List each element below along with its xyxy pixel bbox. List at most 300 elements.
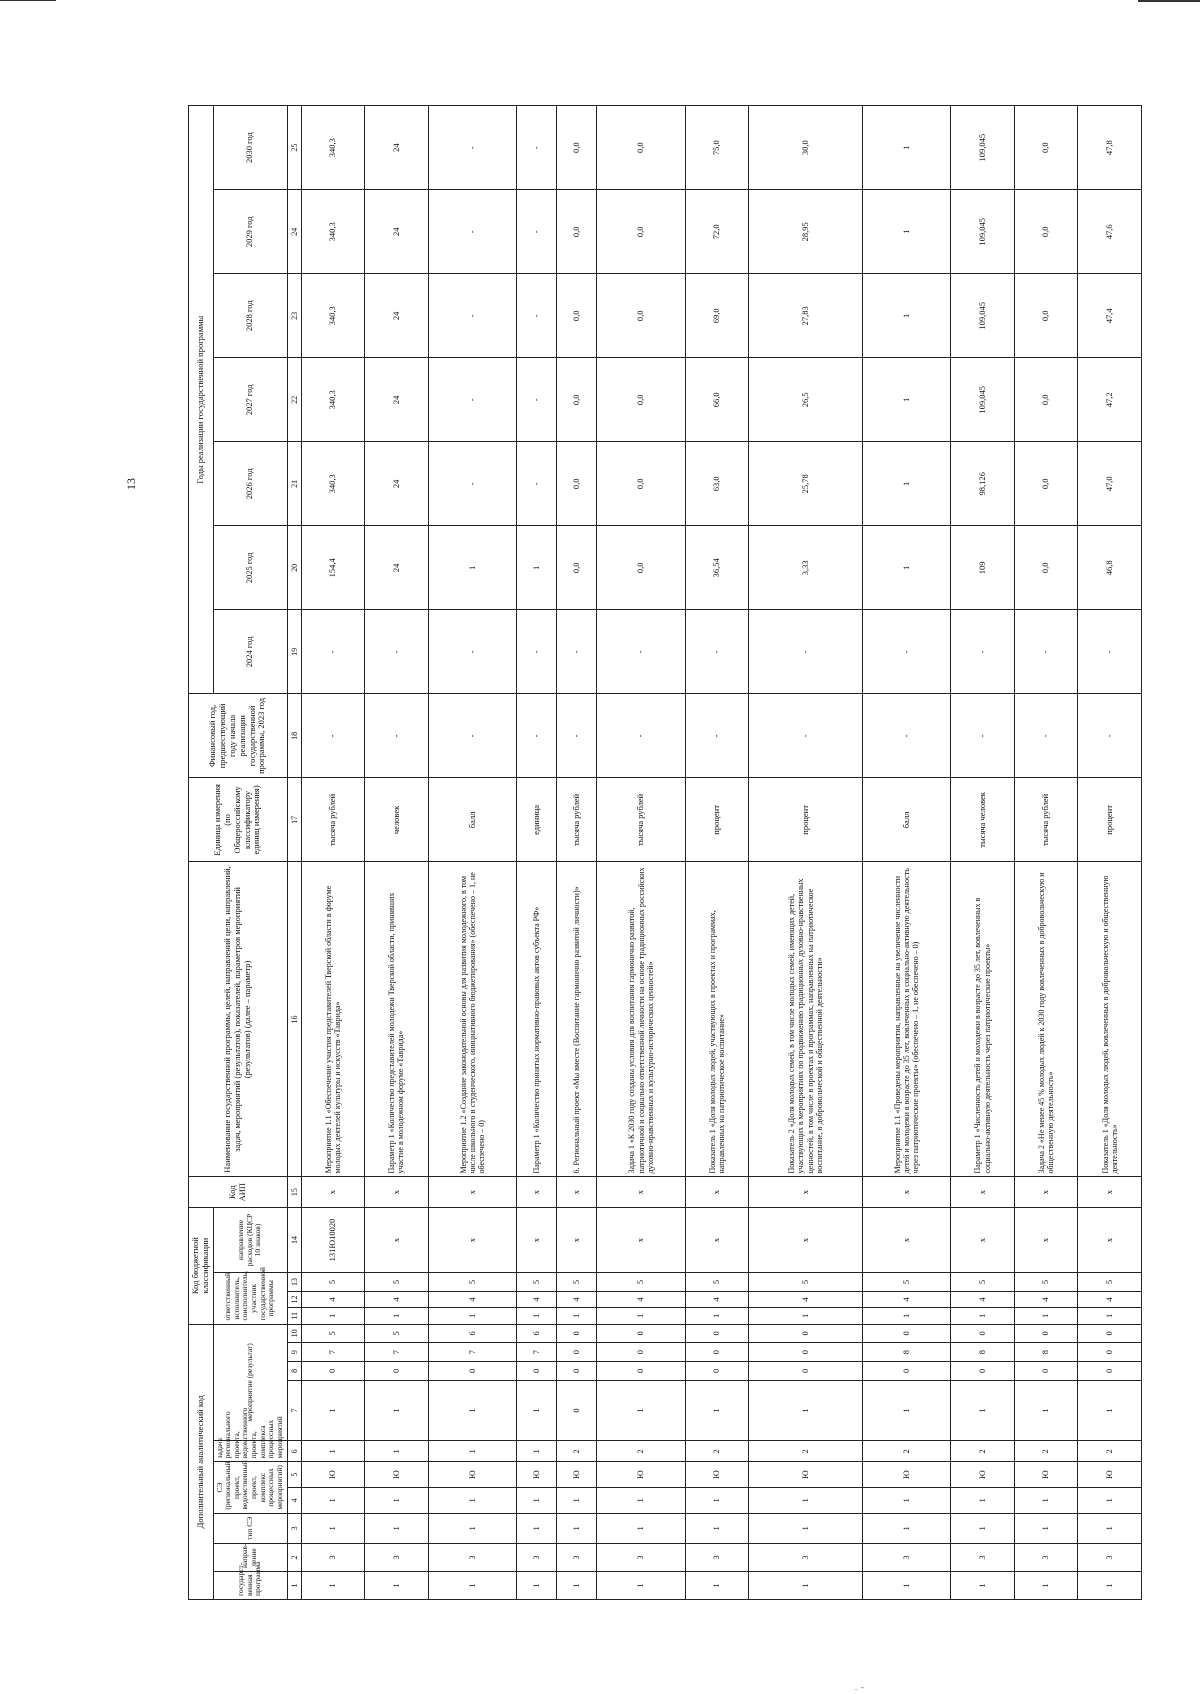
year-value: - (428, 274, 516, 358)
code-cell: 3 (365, 1544, 429, 1572)
code-cell: 1 (951, 1572, 1015, 1600)
code-cell: 1 (301, 1572, 365, 1600)
column-number: 24 (287, 190, 301, 274)
code-cell: 1 (1078, 1572, 1142, 1600)
year-value: - (301, 610, 365, 694)
code-cell: 4 (557, 1291, 597, 1307)
code-cell: х (749, 1177, 862, 1207)
row-base-year: - (557, 694, 597, 778)
table-row (597, 106, 685, 1600)
code-cell: 5 (301, 1324, 365, 1343)
row-unit: тысяча рублей (301, 778, 365, 862)
code-cell: Ю (1078, 1462, 1142, 1488)
code-cell: 2 (557, 1441, 597, 1462)
code-cell: 1 (365, 1513, 429, 1543)
code-cell: Ю (597, 1462, 685, 1488)
code-cell: 1 (1014, 1572, 1078, 1600)
header-gos-prog: государст-венная программа (213, 1572, 287, 1600)
column-number: 4 (287, 1488, 301, 1514)
row-base-year: - (951, 694, 1015, 778)
code-cell: х (862, 1207, 950, 1272)
year-value: 24 (365, 526, 429, 610)
year-value: 0,0 (1014, 526, 1078, 610)
year-value: 47,4 (1078, 274, 1142, 358)
code-cell: 1 (517, 1308, 557, 1324)
column-number: 20 (287, 526, 301, 610)
code-cell: х (428, 1207, 516, 1272)
table-row (1078, 106, 1142, 1600)
row-unit: единица (517, 778, 557, 862)
row-base-year: - (685, 694, 749, 778)
header-additional-code: Дополнительный аналитический код (189, 1324, 214, 1599)
row-base-year: - (301, 694, 365, 778)
year-value: 46,8 (1078, 526, 1142, 610)
code-cell: х (428, 1177, 516, 1207)
row-name: Показатель 2 «Доля молодых семей, в том числе молодых семей, имеющих детей, участвующих в мероприятиях по продвижению традиционных духовно-нравственных ценностей, в том числе в проектах и программах, направленных на патриотическое воспитание, в добровольческой и общественной деятельности» (749, 862, 862, 1177)
code-cell: 3 (557, 1544, 597, 1572)
row-unit: процент (685, 778, 749, 862)
year-value: - (951, 610, 1015, 694)
year-value: - (1014, 610, 1078, 694)
code-cell: 4 (1014, 1291, 1078, 1307)
code-cell: х (597, 1207, 685, 1272)
code-cell: 7 (301, 1343, 365, 1362)
row-unit: процент (749, 778, 862, 862)
code-cell: 1 (749, 1513, 862, 1543)
row-base-year: - (1014, 694, 1078, 778)
code-cell: 0 (685, 1361, 749, 1380)
year-value: 0,0 (597, 274, 685, 358)
year-value: - (517, 442, 557, 526)
code-cell: 8 (951, 1343, 1015, 1362)
code-cell: х (951, 1207, 1015, 1272)
code-cell: 6 (517, 1324, 557, 1343)
code-cell: 0 (301, 1361, 365, 1380)
code-cell: 1 (685, 1308, 749, 1324)
code-cell: 5 (428, 1273, 516, 1292)
year-value: 1 (862, 358, 950, 442)
code-cell: 1 (365, 1488, 429, 1514)
code-cell: 1 (685, 1488, 749, 1514)
column-number: 19 (287, 610, 301, 694)
code-cell: 1 (1014, 1513, 1078, 1543)
column-number: 23 (287, 274, 301, 358)
year-value: - (517, 358, 557, 442)
code-cell: Ю (517, 1462, 557, 1488)
code-cell: Ю (749, 1462, 862, 1488)
code-cell: 4 (301, 1291, 365, 1307)
code-cell: х (951, 1177, 1015, 1207)
code-cell: 5 (517, 1273, 557, 1292)
year-value: 24 (365, 106, 429, 190)
code-cell: 1 (862, 1308, 950, 1324)
scan-artifact: . - (855, 1683, 864, 1692)
code-cell: 4 (428, 1291, 516, 1307)
code-cell: Ю (365, 1462, 429, 1488)
row-unit: балл (862, 778, 950, 862)
code-cell: 3 (951, 1544, 1015, 1572)
code-cell: Ю (685, 1462, 749, 1488)
row-base-year: - (365, 694, 429, 778)
header-years-group: Годы реализации государственной программы (189, 106, 214, 694)
year-value: 1 (862, 274, 950, 358)
column-number: 21 (287, 442, 301, 526)
year-value: 340,3 (301, 442, 365, 526)
code-cell: 1 (862, 1572, 950, 1600)
code-cell: 1 (597, 1380, 685, 1441)
column-number: 14 (287, 1207, 301, 1272)
code-cell: 1 (862, 1380, 950, 1441)
code-cell: 6 (428, 1324, 516, 1343)
header-direction: направ-ление (213, 1544, 287, 1572)
code-cell: 1 (1078, 1380, 1142, 1441)
scan-edge-line (0, 0, 56, 1)
code-cell: 5 (301, 1273, 365, 1292)
year-value: 1 (862, 442, 950, 526)
header-year-2029: 2029 год (213, 190, 287, 274)
code-cell: х (301, 1177, 365, 1207)
code-cell: 4 (597, 1291, 685, 1307)
year-value: - (749, 610, 862, 694)
code-cell: 5 (1078, 1273, 1142, 1292)
code-cell: 2 (597, 1441, 685, 1462)
header-measure: мероприятие (результат) (213, 1324, 287, 1441)
code-cell: 5 (557, 1273, 597, 1292)
row-unit: тысяча рублей (557, 778, 597, 862)
code-cell: 8 (862, 1343, 950, 1362)
table-row (301, 106, 365, 1600)
year-value: 109,045 (951, 358, 1015, 442)
code-cell: 1 (428, 1441, 516, 1462)
year-value: 109,045 (951, 190, 1015, 274)
code-cell: 1 (365, 1380, 429, 1441)
row-unit: тысяча рублей (1014, 778, 1078, 862)
code-cell: 0 (1078, 1361, 1142, 1380)
code-cell: 0 (517, 1361, 557, 1380)
year-value: 109,045 (951, 274, 1015, 358)
code-cell: 1 (365, 1572, 429, 1600)
code-cell: 1 (557, 1308, 597, 1324)
column-number: 10 (287, 1324, 301, 1343)
code-cell: 1 (557, 1572, 597, 1600)
header-type-sp: тип СЭ (213, 1513, 287, 1543)
code-cell: 0 (557, 1361, 597, 1380)
header-budget-code: Код бюджетной классификации (189, 1207, 214, 1324)
row-base-year: - (597, 694, 685, 778)
code-cell: 1 (597, 1572, 685, 1600)
code-cell: 1 (557, 1513, 597, 1543)
code-cell: 1 (517, 1441, 557, 1462)
year-value: 340,3 (301, 106, 365, 190)
code-cell: х (365, 1177, 429, 1207)
code-cell: 1 (1014, 1308, 1078, 1324)
code-cell: 3 (1078, 1544, 1142, 1572)
year-value: 28,95 (749, 190, 862, 274)
code-cell: 3 (517, 1544, 557, 1572)
code-cell: 5 (862, 1273, 950, 1292)
code-cell: 0 (749, 1361, 862, 1380)
year-value: 0,0 (557, 442, 597, 526)
year-value: 0,0 (557, 358, 597, 442)
column-number: 1 (287, 1572, 301, 1600)
table-row (862, 106, 950, 1600)
code-cell: 2 (749, 1441, 862, 1462)
table-row (365, 106, 429, 1600)
year-value: 0,0 (597, 526, 685, 610)
column-number: 5 (287, 1462, 301, 1488)
year-value: 47,6 (1078, 190, 1142, 274)
code-cell: 5 (951, 1273, 1015, 1292)
row-name: Задача 2 «Не менее 45 % молодых людей к 2030 году вовлеченных в добровольческую и общественную деятельность» (1014, 862, 1078, 1177)
code-cell: х (557, 1207, 597, 1272)
year-value: 24 (365, 442, 429, 526)
code-cell: Ю (428, 1462, 516, 1488)
code-cell: 1 (685, 1380, 749, 1441)
column-number: 16 (287, 862, 301, 1177)
row-base-year: - (428, 694, 516, 778)
table-row (685, 106, 749, 1600)
code-cell: 1 (428, 1513, 516, 1543)
column-number: 15 (287, 1177, 301, 1207)
column-number: 12 (287, 1291, 301, 1307)
code-cell: 3 (301, 1544, 365, 1572)
year-value: 24 (365, 358, 429, 442)
code-cell: 4 (951, 1291, 1015, 1307)
code-cell: 4 (862, 1291, 950, 1307)
year-value: 340,3 (301, 358, 365, 442)
row-name: Параметр 1 «Численность детей и молодежи в возрасте до 35 лет, вовлеченных в социально-активную деятельность через патриотические проекты» (951, 862, 1015, 1177)
year-value: 1 (517, 526, 557, 610)
code-cell: 5 (365, 1273, 429, 1292)
code-cell: 4 (1078, 1291, 1142, 1307)
year-value: 0,0 (597, 106, 685, 190)
year-value: - (428, 106, 516, 190)
year-value: 0,0 (1014, 358, 1078, 442)
code-cell: 1 (557, 1488, 597, 1514)
year-value: - (557, 610, 597, 694)
code-cell: х (1078, 1177, 1142, 1207)
code-cell: 1 (517, 1513, 557, 1543)
code-cell: 3 (1014, 1544, 1078, 1572)
code-cell: 131Ю10020 (301, 1207, 365, 1272)
table-row (517, 106, 557, 1600)
year-value: 0,0 (597, 358, 685, 442)
code-cell: 1 (1078, 1308, 1142, 1324)
code-cell: 4 (749, 1291, 862, 1307)
year-value: - (517, 610, 557, 694)
year-value: 109,045 (951, 106, 1015, 190)
year-value: - (428, 442, 516, 526)
code-cell: 4 (685, 1291, 749, 1307)
code-cell: 0 (557, 1324, 597, 1343)
column-number: 18 (287, 694, 301, 778)
code-cell: 0 (557, 1343, 597, 1362)
header-year-2026: 2026 год (213, 442, 287, 526)
code-cell: 1 (365, 1441, 429, 1462)
year-value: 0,0 (1014, 190, 1078, 274)
year-value: - (517, 274, 557, 358)
code-cell: 5 (685, 1273, 749, 1292)
code-cell: 1 (749, 1572, 862, 1600)
header-unit: Единица измерения (по Общероссийскому классификатору единиц измерения) (189, 778, 288, 862)
year-value: 1 (862, 106, 950, 190)
year-value: 47,8 (1078, 106, 1142, 190)
program-table (188, 105, 1142, 1600)
scan-edge-line-right (1138, 0, 1200, 2)
code-cell: 0 (951, 1361, 1015, 1380)
code-cell: 1 (301, 1488, 365, 1514)
code-cell: 0 (365, 1361, 429, 1380)
code-cell: 3 (685, 1544, 749, 1572)
row-unit: балл (428, 778, 516, 862)
code-cell: Ю (951, 1462, 1015, 1488)
code-cell: 7 (365, 1343, 429, 1362)
row-base-year: - (749, 694, 862, 778)
code-cell: х (685, 1207, 749, 1272)
code-cell: 1 (301, 1513, 365, 1543)
code-cell: 3 (428, 1544, 516, 1572)
code-cell: 1 (685, 1513, 749, 1543)
column-number: 22 (287, 358, 301, 442)
year-value: 30,0 (749, 106, 862, 190)
header-year-2024: 2024 год (213, 610, 287, 694)
code-cell: Ю (1014, 1462, 1078, 1488)
code-cell: 5 (597, 1273, 685, 1292)
code-cell: 3 (862, 1544, 950, 1572)
code-cell: 1 (1014, 1380, 1078, 1441)
code-cell: 0 (597, 1343, 685, 1362)
code-cell: 1 (1014, 1488, 1078, 1514)
row-unit: человек (365, 778, 429, 862)
code-cell: 0 (1014, 1361, 1078, 1380)
code-cell: 7 (428, 1343, 516, 1362)
code-cell: 1 (1078, 1488, 1142, 1514)
code-cell: 1 (951, 1513, 1015, 1543)
table-row (749, 106, 862, 1600)
code-cell: 0 (597, 1324, 685, 1343)
table-row (951, 106, 1015, 1600)
header-year-2027: 2027 год (213, 358, 287, 442)
row-name: Параметр 1 «Количество представителей молодежи Тверской области, принявших участие в молодежном форуме «Таврида» (365, 862, 429, 1177)
row-name: Мероприятие 1.1 «Проведены мероприятия, направленные на увеличение численности детей и молодежи в возрасте до 35 лет, вовлеченных в социально-активную деятельность через патриотические проекты» (обеспечено – 1, не обеспечено – 0) (862, 862, 950, 1177)
code-cell: 0 (1078, 1343, 1142, 1362)
code-cell: 1 (597, 1308, 685, 1324)
year-value: 98,126 (951, 442, 1015, 526)
code-cell: 1 (951, 1488, 1015, 1514)
code-cell: 0 (862, 1361, 950, 1380)
year-value: 69,0 (685, 274, 749, 358)
page-number: 13 (124, 478, 138, 490)
column-number: 7 (287, 1380, 301, 1441)
code-cell: 0 (862, 1324, 950, 1343)
year-value: 72,0 (685, 190, 749, 274)
code-cell: 1 (301, 1441, 365, 1462)
code-cell: 0 (749, 1343, 862, 1362)
code-cell: 2 (1078, 1441, 1142, 1462)
column-number: 9 (287, 1343, 301, 1362)
code-cell: Ю (862, 1462, 950, 1488)
code-cell: 1 (428, 1380, 516, 1441)
code-cell: 4 (517, 1291, 557, 1307)
code-cell: Ю (301, 1462, 365, 1488)
code-cell: 5 (749, 1273, 862, 1292)
code-cell: х (749, 1207, 862, 1272)
year-value: 0,0 (597, 442, 685, 526)
code-cell: х (862, 1177, 950, 1207)
code-cell: 0 (1014, 1324, 1078, 1343)
row-name: Параметр 1 «Количество принятых нормативно-правовых актов субъекта РФ» (517, 862, 557, 1177)
code-cell: 1 (749, 1380, 862, 1441)
year-value: 340,3 (301, 190, 365, 274)
code-cell: 0 (597, 1361, 685, 1380)
year-value: - (428, 610, 516, 694)
code-cell: х (517, 1177, 557, 1207)
code-cell: 1 (597, 1488, 685, 1514)
code-cell: 1 (428, 1572, 516, 1600)
header-year-2025: 2025 год (213, 526, 287, 610)
row-base-year: - (517, 694, 557, 778)
code-cell: 1 (428, 1308, 516, 1324)
code-cell: 0 (685, 1343, 749, 1362)
column-number: 25 (287, 106, 301, 190)
column-number: 17 (287, 778, 301, 862)
year-value: 47,2 (1078, 358, 1142, 442)
year-value: 25,78 (749, 442, 862, 526)
year-value: 0,0 (557, 190, 597, 274)
code-cell: 1 (517, 1488, 557, 1514)
code-cell: 2 (1014, 1441, 1078, 1462)
year-value: 154,4 (301, 526, 365, 610)
code-cell: 0 (428, 1361, 516, 1380)
code-cell: 1 (862, 1513, 950, 1543)
code-cell: 0 (749, 1324, 862, 1343)
row-name: Показатель 1 «Доля молодых людей, участвующих в проектах и программах, направленных на патриотическое воспитание» (685, 862, 749, 1177)
year-value: 36,54 (685, 526, 749, 610)
code-cell: х (685, 1177, 749, 1207)
code-cell: 0 (1078, 1324, 1142, 1343)
table-row (557, 106, 597, 1600)
column-number-row (287, 106, 301, 1600)
year-value: 24 (365, 274, 429, 358)
header-code-aip: Код АИП (189, 1177, 288, 1207)
year-value: 27,83 (749, 274, 862, 358)
code-cell: х (1014, 1177, 1078, 1207)
header-base-year: Финансовый год, предшествующий году начала реализации государственной программы, 2023 год (189, 694, 288, 778)
year-value: 63,0 (685, 442, 749, 526)
code-cell: 1 (1078, 1513, 1142, 1543)
code-cell: х (1078, 1207, 1142, 1272)
year-value: 75,0 (685, 106, 749, 190)
header-task: задача регионального проекта, ведомственного проекта, комплекса процессных мероприятий (213, 1441, 287, 1462)
year-value: 109 (951, 526, 1015, 610)
table-body (301, 106, 1141, 1600)
row-name: Задача 1 «К 2030 году созданы условия для воспитания гармонично развитой, патриотичной и социально ответственной личности на основе традиционных российских духовно-нравственных и культурно-исторических ценностей» (597, 862, 685, 1177)
header-executor: ответственный исполнитель, соисполнитель, участник государственной программы (213, 1273, 287, 1324)
row-base-year: - (862, 694, 950, 778)
year-value: - (517, 106, 557, 190)
header-year-2030: 2030 год (213, 106, 287, 190)
code-cell: 1 (301, 1380, 365, 1441)
header-expense: направление расходов (КЦСР 10 знаков) (213, 1207, 287, 1272)
column-number: 3 (287, 1513, 301, 1543)
code-cell: 2 (951, 1441, 1015, 1462)
code-cell: 1 (685, 1572, 749, 1600)
code-cell: 1 (301, 1308, 365, 1324)
year-value: - (428, 190, 516, 274)
code-cell: 1 (749, 1488, 862, 1514)
code-cell: 3 (749, 1544, 862, 1572)
code-cell: 0 (685, 1324, 749, 1343)
